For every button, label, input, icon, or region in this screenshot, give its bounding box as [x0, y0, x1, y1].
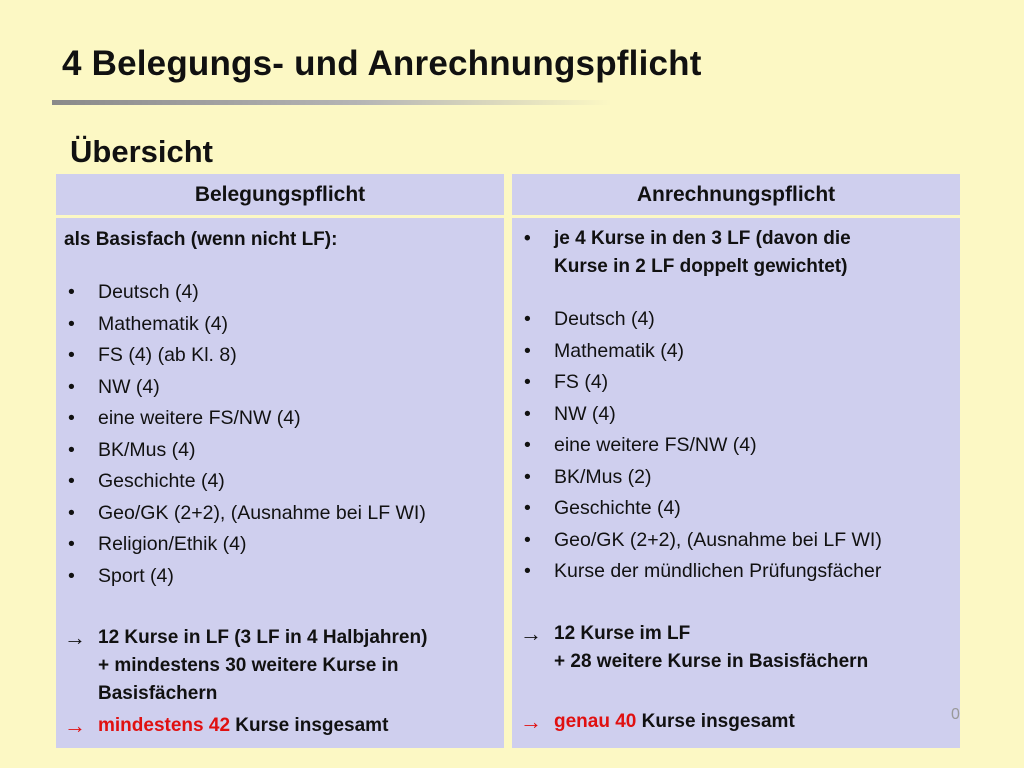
- anrechnungspflicht-list: [520, 304, 952, 588]
- slide-subtitle: Übersicht: [70, 134, 213, 169]
- list-item: • eine weitere FS/NW (4): [524, 434, 757, 456]
- list-item: • Religion/Ethik (4): [68, 533, 247, 555]
- list-item: • FS (4) (ab Kl. 8): [68, 344, 237, 366]
- arrow-icon: →: [520, 709, 542, 734]
- list-item: • Deutsch (4): [68, 281, 199, 303]
- list-item: • NW (4): [524, 402, 616, 425]
- list-item: • Deutsch (4): [524, 308, 655, 330]
- list-item: • BK/Mus (2): [524, 465, 652, 488]
- anrechnungspflicht-body: [512, 218, 960, 748]
- arrow-icon: →: [520, 621, 542, 646]
- anrechnungspflicht-lead: • je 4 Kurse in den 3 LF (davon die Kurse in 2 LF doppelt gewichtet): [524, 228, 851, 277]
- anrechnungspflicht-result: → 12 Kurse im LF + 28 weitere Kurse in Basisfächern: [520, 621, 869, 672]
- list-item: • eine weitere FS/NW (4): [68, 407, 301, 429]
- arrow-icon: →: [64, 713, 86, 738]
- list-item: • Geo/GK (2+2), (Ausnahme bei LF WI): [524, 528, 882, 551]
- list-item: • Geschichte (4): [524, 497, 681, 519]
- list-item: • Mathematik (4): [524, 339, 685, 362]
- list-item: • Kurse der mündlichen Prüfungsfächer: [524, 560, 882, 582]
- page-number: 0: [951, 706, 960, 723]
- slide-title: 4 Belegungs- und Anrechnungspflicht: [62, 44, 702, 83]
- arrow-icon: →: [64, 625, 86, 650]
- anrechnungspflicht-header: Anrechnungspflicht: [512, 174, 960, 215]
- belegungspflicht-list: [64, 277, 496, 592]
- list-item: • Mathematik (4): [68, 312, 229, 335]
- list-item: • NW (4): [68, 375, 160, 398]
- list-item: • Geschichte (4): [68, 470, 225, 492]
- belegungspflicht-lead: als Basisfach (wenn nicht LF):: [64, 229, 338, 250]
- belegungspflicht-result: → 12 Kurse in LF (3 LF in 4 Halbjahren) + mindestens 30 weitere Kurse in Basisfächern: [64, 625, 428, 704]
- list-item: • FS (4): [524, 371, 609, 393]
- list-item: • Sport (4): [68, 564, 174, 587]
- belegungspflicht-header: Belegungspflicht: [56, 174, 504, 215]
- title-underline: [52, 100, 612, 105]
- belegungspflicht-total: → mindestens 42 Kurse insgesamt: [64, 713, 389, 738]
- anrechnungspflicht-total: → genau 40 Kurse insgesamt: [520, 709, 795, 734]
- list-item: • BK/Mus (4): [68, 438, 196, 461]
- belegungspflicht-body: [56, 218, 504, 748]
- list-item: • Geo/GK (2+2), (Ausnahme bei LF WI): [68, 501, 426, 524]
